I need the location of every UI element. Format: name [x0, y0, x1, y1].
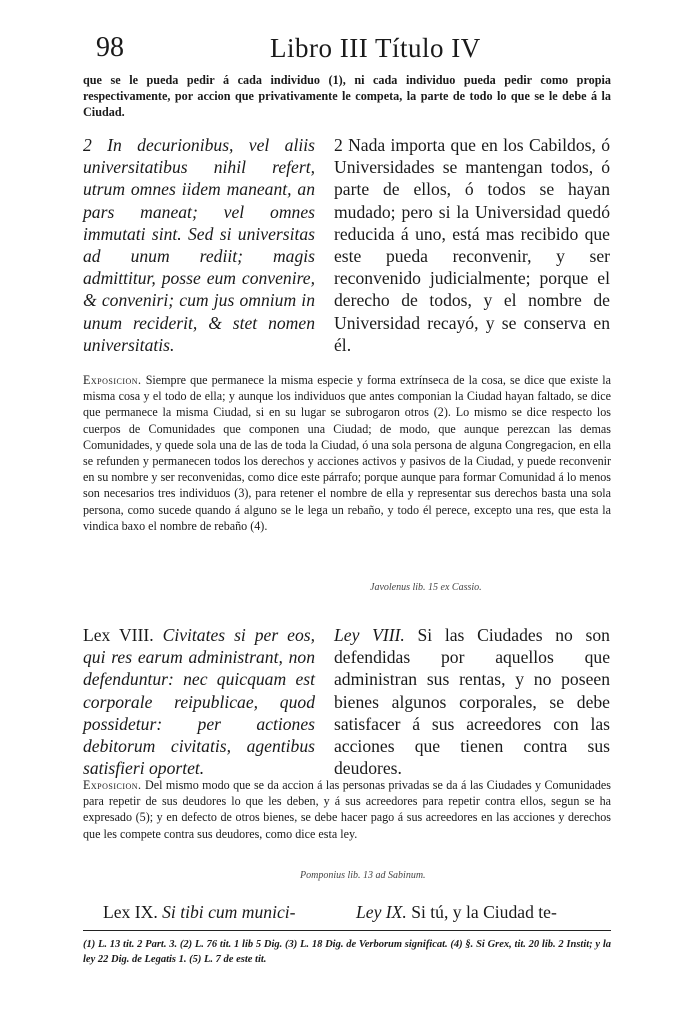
latin-lex-ix	[103, 902, 296, 923]
lead-paragraph: que se le pueda pedir á cada individuo (1), ni cada individuo pueda pedir como propia respectivamente, por accion que privativamente le competa, la parte de todo lo que se le debe á la Ciudad.	[83, 73, 611, 119]
ley-ix-text: Si tú, y la Ciudad te-	[411, 902, 557, 922]
exposicion-1	[83, 372, 611, 534]
ley-viii-text: Si las Ciudades no son defendidas por aquellos que administran sus rentas, y no poseen bienes algunos corporales, se debe satisfacer á sus acreedores con las acciones que tienen contra sus deudores.	[334, 625, 610, 779]
spanish-text-section-2: 2 Nada importa que en los Cabildos, ó Universidades se mantengan todos, ó parte de ellos, ó todos se hayan mudado; pero si la Universidad quedó reducida á uno, está mas recibido que este pueda reconvenir, y ser reconvenido judicialmente; porque el derecho de todos, y el nombre de Universidad recayó, y se conserva en él.	[334, 135, 610, 355]
exposicion-text: Siempre que permanece la misma especie y forma extrínseca de la cosa, se dice que existe la misma cosa y el todo de ella; y aunque los individuos que antes componian la Ciudad hayan faltado, se dice que permanece la misma Ciudad, si en su lugar se subrogaron otros (2). Lo mismo se dice respecto los cuerpos de Comunidades que componen una Ciudad; de modo, que aunque perezcan las demas Comunidades, y quede sola una de las de toda la Ciudad, ó una sola persona de alguna Congregacion, en ella se refunden y permanecen todos los derechos y acciones activos y pasivos de la Ciudad, y puede reconvenir en su nombre y ser reconvenidas, como dice este párrafo; porque aunque para formar Comunidad á lo menos son necesarios tres individuos (3), para retener el nombre de ella y representar sus derechos basta una sola persona, como sucede quando á alguno se le lega un rebaño, y todo él perece, excepto una res, que esta la vindica baxo el nombre de rebaño (4).	[83, 373, 611, 533]
lex-ix-text: Si tibi cum munici-	[162, 902, 296, 922]
lex-viii-text: Civitates si per eos, qui res earum administrant, non defenduntur: nec quicquam est corporale reipublicae, quod possidetur: per actiones debitorum civitatis, agentibus satisfieri oportet.	[83, 625, 315, 779]
ley-viii-heading: Ley VIII.	[334, 625, 405, 645]
exposicion-text: Del mismo modo que se da accion á las personas privadas se da á las Ciudades y Comunidades para repetir de sus deudores lo que les deben, y á sus acreedores para repetir contra ellos, segun se ha expresado (5); y en defecto de otros bienes, se debe hacer pago á sus acreedores en las acciones y derechos que les compete contra sus deudores, como dice esta ley.	[83, 778, 611, 841]
citation-javolenus: Javolenus lib. 15 ex Cassio.	[370, 582, 482, 593]
exposicion-label: Exposicion.	[83, 778, 142, 792]
lex-ix-heading: Lex IX.	[103, 902, 158, 922]
ley-ix-heading: Ley IX.	[356, 902, 407, 922]
running-title: Libro III Título IV	[270, 33, 481, 63]
exposicion-2	[83, 777, 611, 842]
latin-text-section-2: 2 In decurionibus, vel aliis universitatibus nihil refert, utrum omnes iidem maneant, an pars maneat; vel omnes immutati sint. Sed si universitas ad unum rediit; magis admittitur, posse eum convenire, & conveniri; cum jus omnium in unum reciderit, & stet nomen universitatis.	[83, 135, 315, 355]
footnotes: (1) L. 13 tit. 2 Part. 3. (2) L. 76 tit. 1 lib 5 Dig. (3) L. 18 Dig. de Verborum significat. (4) §. Si Grex, tit. 20 lib. 2 Instit; y la ley 22 Dig. de Legatis 1. (5) L. 7 de este tit.	[83, 939, 611, 965]
spanish-ley-viii	[334, 624, 610, 779]
footnote-divider	[83, 930, 611, 931]
page-number: 98	[96, 32, 124, 63]
lex-viii-heading: Lex VIII.	[83, 625, 154, 645]
citation-pomponius: Pomponius lib. 13 ad Sabinum.	[300, 870, 426, 881]
latin-lex-viii	[83, 624, 315, 779]
spanish-ley-ix	[356, 902, 557, 923]
exposicion-label: Exposicion.	[83, 373, 142, 387]
